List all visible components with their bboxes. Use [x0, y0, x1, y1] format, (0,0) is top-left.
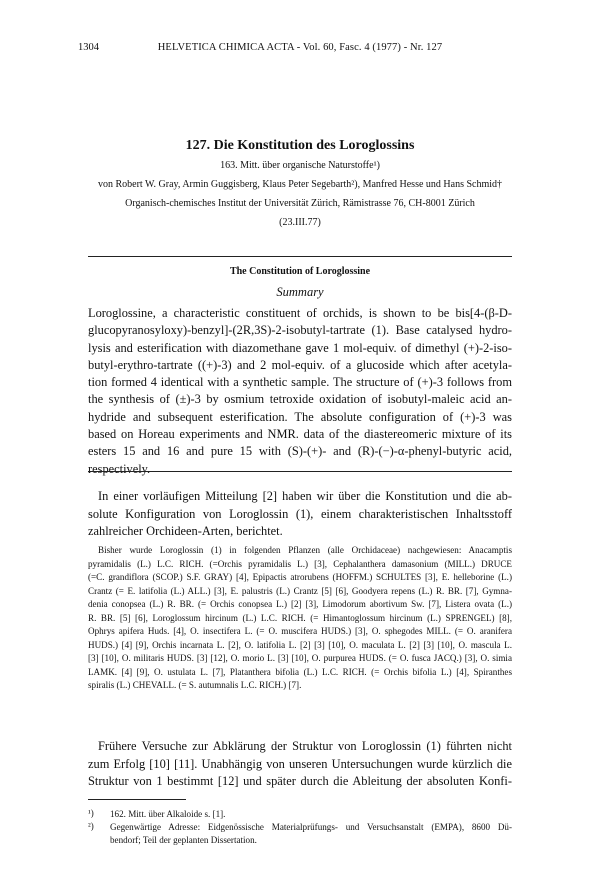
text-line: HUDS.) [4] [9], Orchis incarnata L. [2], O. latifolia L. [2] [3] [10], O. maculata L. [2] [3] [10], O. mascula L. — [88, 639, 512, 650]
footnote-text: bendorf; Teil der geplanten Dissertation. — [110, 835, 257, 845]
footnote-rule — [88, 799, 186, 800]
text-line: respectively. — [88, 461, 151, 476]
footnote-text: 162. Mitt. über Alkaloide s. [1]. — [110, 809, 226, 819]
text-line: butyl-erythro-tartrate ((+)-3) and 2 mol-equiv. of a glucoside which after acetyla- — [88, 357, 512, 372]
text-line: zum Erfolg [10] [11]. Unabhängig von unseren Untersuchungen wurde kürzlich die — [88, 756, 512, 771]
footnote-text: Gegenwärtige Adresse: Eidgenössische Materialprüfungs- und Versuchsanstalt (EMPA), 8600 Dü- — [110, 822, 512, 832]
body-paragraph-2 — [88, 738, 512, 791]
article-title: 127. Die Konstitution des Loroglossins — [185, 138, 415, 153]
summary-heading: Summary — [276, 285, 324, 299]
body-paragraph-1 — [88, 488, 512, 541]
article-subtitle: 163. Mitt. über organische Naturstoffe¹) — [220, 160, 380, 171]
footnote-1 — [88, 808, 512, 821]
species-list-paragraph — [88, 544, 512, 693]
text-line: Loroglossine, a characteristic constituent of orchids, is shown to be bis[4-(β-D- — [88, 306, 512, 320]
text-line: the synthesis of (±)-3 by osmium tetroxide oxidation of isobutyl-maleic acid an- — [88, 392, 512, 407]
text-line: [3] [10], O. militaris HUDS. [3] [12], O. morio L. [3] [10], O. purpurea HUDS. (= O. fusca JACQ.) [3], O. simia — [88, 653, 512, 663]
footnote-marker: ¹) — [88, 808, 94, 818]
text-line: tion formed 4 identical with a synthetic sample. The structure of (+)-3 follows from — [88, 375, 512, 390]
text-line: pyramidalis (L.) L.C. RICH. (=Orchis pyramidalis L.) [3], Cephalanthera damasonium (MILL.) DRUCE — [88, 558, 512, 569]
running-header: HELVETICA CHIMICA ACTA - Vol. 60, Fasc. 4 (1977) - Nr. 127 — [157, 42, 443, 53]
text-line: Bisher wurde Loroglossin (1) in folgenden Pflanzen (alle Orchidaceae) nachgewiesen: Anacamptis — [98, 545, 512, 555]
text-line: Struktur von 1 bestimmt [12] und später durch die Ableitung der absoluten Konfi- — [88, 774, 512, 788]
text-line: Frühere Versuche zur Abklärung der Struktur von Loroglossin (1) führten nicht — [98, 739, 512, 753]
text-line: esters 15 and 16 and pure 15 with (S)-(+)- and (R)-(−)-α-phenyl-butyric acid, — [88, 444, 512, 459]
text-line: LAMK. [4] [9], O. ustulata L. [7], Platanthera bifolia (L.) L.C. RICH. (= Orchis bifolia L.) [4], Spiranthes — [88, 666, 512, 677]
affiliation: Organisch-chemisches Institut der Universität Zürich, Rämistrasse 76, CH-8001 Zürich — [125, 198, 475, 209]
footnote-marker: ²) — [88, 821, 94, 831]
footnotes — [88, 808, 512, 847]
abstract-title: The Constitution of Loroglossine — [229, 266, 371, 277]
abstract-bottom-rule — [88, 471, 512, 472]
text-line: glucopyranosyloxy)-benzyl]-(2R,3S)-2-isobutyl-tartrate (1). Base catalysed hydro- — [88, 323, 512, 338]
text-line: Crantz (= E. latifolia (L.) ALL.) [3], E. palustris (L.) Crantz [5] [6], Goodyera repens (L.) R. BR. [7], Gymna- — [88, 585, 512, 596]
text-line: zahlreicher Orchideen-Arten, berichtet. — [88, 524, 283, 538]
abstract-top-rule — [88, 256, 512, 257]
received-date: (23.III.77) — [279, 217, 321, 228]
text-line: denia conopsea (L.) R. BR. (= Orchis conopsea L.) [2] [3], Limodorum abortivum Sw. [7], Listera ovata (L.) — [88, 599, 512, 609]
text-line: Ophrys apifera Huds. [4], O. insectifera L. (= O. muscifera HUDS.) [3], O. sphegodes MILL. (= O. aranifera — [88, 626, 512, 636]
text-line: lysis and esterification with diazomethane gave 1 mol-equiv. of dimethyl (+)-2-iso- — [88, 340, 512, 355]
text-line: In einer vorläufigen Mitteilung [2] haben wir über die Konstitution und die ab- — [98, 489, 512, 503]
page-number: 1304 — [78, 42, 99, 53]
text-line: R. BR. [5] [6], Loroglossum hircinum (L.) L.C. RICH. (= Himantoglossum hircinum (L.) SPRENGEL) [8], — [88, 612, 512, 623]
text-line: hydride and subsequent esterification. The absolute configuration of (+)-3 was — [88, 409, 512, 424]
author-line: von Robert W. Gray, Armin Guggisberg, Klaus Peter Segebarth²), Manfred Hesse und Hans Schmid† — [97, 179, 503, 190]
text-line: based on Horeau experiments and NMR. data of the diastereomeric mixture of its — [88, 427, 512, 442]
text-line: spiralis (L.) CHEVALL. (= S. autumnalis L.C. RICH.) [7]. — [88, 680, 302, 690]
footnote-2 — [88, 821, 512, 847]
abstract-text — [88, 305, 512, 478]
text-line: solute Konfiguration von Loroglossin (1), einem charakteristischen Inhaltsstoff — [88, 506, 512, 521]
text-line: (=C. grandiflora (SCOP.) S.F. GRAY) [4], Epipactis atrorubens (HOFFM.) SCHULTES [3], E. helleborine (L.) — [88, 572, 512, 582]
